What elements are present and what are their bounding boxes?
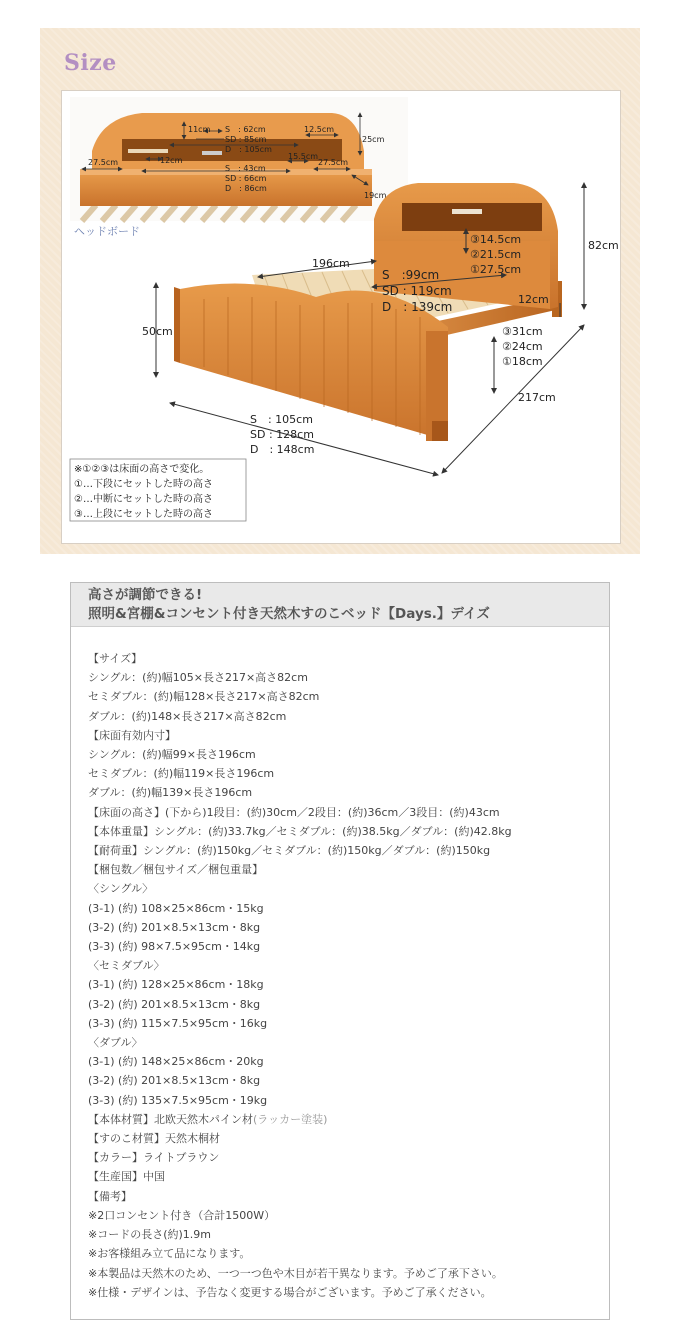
bed-diagram-svg bbox=[62, 91, 620, 543]
total-height-label: 82cm bbox=[588, 239, 619, 252]
floor-height-2: ②24cm bbox=[502, 340, 543, 353]
spec-line: ダブル：(約)148×長さ217×高さ82cm bbox=[88, 709, 287, 723]
spec-line: (3-2) (約) 201×8.5×13cm・8kg bbox=[88, 920, 261, 934]
spec-header bbox=[71, 583, 609, 627]
mattress-length-label: 196cm bbox=[312, 257, 350, 270]
inset-dim-27-5-right: 27.5cm bbox=[318, 158, 349, 167]
inset-upper-shelf-d: D : 105cm bbox=[225, 145, 272, 154]
spec-line: ※お客様組み立て品になります。 bbox=[88, 1247, 251, 1261]
spec-line: 【生産国】中国 bbox=[88, 1170, 165, 1184]
spec-line: (3-2) (約) 201×8.5×13cm・8kg bbox=[88, 997, 261, 1011]
note-line-1: ※①②③は床面の高さで変化。 bbox=[74, 464, 210, 475]
total-width-s: S : 105cm bbox=[250, 413, 313, 426]
spec-line: ダブル：(約)幅139×長さ196cm bbox=[88, 786, 253, 800]
floor-height-3: ③31cm bbox=[502, 325, 543, 338]
spec-line: 【すのこ材質】天然木桐材 bbox=[88, 1132, 220, 1146]
floor-height-1: ①18cm bbox=[502, 355, 543, 368]
headboard-inset bbox=[70, 97, 408, 238]
spec-line: 〈ダブル〉 bbox=[88, 1036, 143, 1050]
spec-line: 【床面有効内寸】 bbox=[88, 728, 176, 742]
spec-line: (3-1) (約) 108×25×86cm・15kg bbox=[88, 901, 264, 915]
mattress-width-s: S :99cm bbox=[382, 268, 440, 282]
inset-caption: ヘッドボード bbox=[74, 225, 140, 238]
spec-line: 【本体重量】シングル：(約)33.7kg／セミダブル：(約)38.5kg／ダブル：(約)42.8kg bbox=[88, 824, 512, 838]
spec-line: セミダブル：(約)幅119×長さ196cm bbox=[88, 767, 275, 781]
inset-dim-11: 11cm bbox=[188, 125, 211, 134]
inset-dim-15-5: 15.5cm bbox=[288, 152, 319, 161]
note-line-3: ②…中断にセットした時の高さ bbox=[74, 494, 213, 505]
inset-lower-shelf-d: D : 86cm bbox=[225, 184, 267, 193]
inset-dim-25: 25cm bbox=[362, 135, 385, 144]
inset-dim-12-5: 12.5cm bbox=[304, 125, 335, 134]
mattress-width-d: D : 139cm bbox=[382, 300, 453, 314]
spec-line: 【耐荷重】シングル：(約)150kg／セミダブル：(約)150kg／ダブル：(約)150kg bbox=[88, 844, 491, 858]
inset-upper-shelf-sd: SD : 85cm bbox=[225, 135, 267, 144]
spec-line: シングル：(約)幅105×長さ217×高さ82cm bbox=[88, 671, 308, 685]
inset-dim-27-5-left: 27.5cm bbox=[88, 158, 119, 167]
spec-line: (3-3) (約) 135×7.5×95cm・19kg bbox=[88, 1093, 268, 1107]
total-length-label: 217cm bbox=[518, 391, 556, 404]
headboard-height-3: ③14.5cm bbox=[470, 233, 522, 246]
spec-line: (3-1) (約) 128×25×86cm・18kg bbox=[88, 978, 264, 992]
spec-line: ※コードの長さ(約)1.9m bbox=[88, 1228, 212, 1242]
size-title: Size bbox=[64, 50, 117, 76]
inset-dim-12: 12cm bbox=[160, 156, 183, 165]
spec-line: 【カラー】ライトブラウン bbox=[88, 1151, 220, 1165]
spec-line: 【梱包数／梱包サイズ／梱包重量】 bbox=[88, 863, 264, 877]
spec-line: ※仕様・デザインは、予告なく変更する場合がございます。予めご了承ください。 bbox=[88, 1285, 492, 1299]
spec-line: ※2口コンセント付き（合計1500W） bbox=[88, 1208, 276, 1222]
spec-line: 【備考】 bbox=[88, 1189, 132, 1203]
bed-dimension-diagram bbox=[61, 90, 621, 544]
inset-upper-shelf-s: S : 62cm bbox=[225, 125, 266, 134]
height-note-box bbox=[70, 459, 246, 521]
spec-line-material bbox=[88, 1110, 609, 1129]
inset-lower-shelf-sd: SD : 66cm bbox=[225, 174, 267, 183]
footboard-height-label: 50cm bbox=[142, 325, 173, 338]
inset-dim-19: 19cm bbox=[364, 191, 387, 200]
inset-lower-shelf-s: S : 43cm bbox=[225, 164, 266, 173]
material-note: (ラッカー塗装) bbox=[253, 1112, 328, 1126]
size-panel bbox=[40, 28, 640, 554]
spec-line: 〈シングル〉 bbox=[88, 882, 154, 896]
total-width-sd: SD : 128cm bbox=[250, 428, 314, 441]
note-line-4: ③…上段にセットした時の高さ bbox=[74, 509, 213, 520]
spec-line: 〈セミダブル〉 bbox=[88, 959, 165, 973]
spec-box bbox=[70, 582, 610, 1320]
bed-illustration bbox=[174, 183, 562, 441]
total-width-d: D : 148cm bbox=[250, 443, 315, 456]
spec-line: (3-1) (約) 148×25×86cm・20kg bbox=[88, 1055, 264, 1069]
spec-line: シングル：(約)幅99×長さ196cm bbox=[88, 748, 256, 762]
spec-line: 【床面の高さ】(下から)1段目：(約)30cm／2段目：(約)36cm／3段目：(約)43cm bbox=[88, 805, 500, 819]
spec-lines bbox=[71, 627, 609, 1302]
spec-line: (3-3) (約) 115×7.5×95cm・16kg bbox=[88, 1016, 268, 1030]
spec-line: 【サイズ】 bbox=[88, 652, 143, 665]
spec-header-line-2: 照明&宮棚&コンセント付き天然木すのこベッド【Days.】デイズ bbox=[88, 606, 490, 622]
material-text: 【本体材質】北欧天然木パイン材 bbox=[88, 1112, 253, 1126]
gap-12-label: 12cm bbox=[518, 293, 549, 306]
spec-line: セミダブル：(約)幅128×長さ217×高さ82cm bbox=[88, 690, 320, 704]
spec-line: ※本製品は天然木のため、一つ一つ色や木目が若干異なります。予めご了承下さい。 bbox=[88, 1266, 503, 1280]
headboard-height-1: ①27.5cm bbox=[470, 263, 522, 276]
headboard-height-2: ②21.5cm bbox=[470, 248, 522, 261]
note-line-2: ①…下段にセットした時の高さ bbox=[74, 479, 213, 490]
spec-line: (3-3) (約) 98×7.5×95cm・14kg bbox=[88, 940, 261, 954]
mattress-width-sd: SD : 119cm bbox=[382, 284, 452, 298]
spec-header-line-1: 高さが調節できる! bbox=[88, 587, 203, 603]
spec-line: (3-2) (約) 201×8.5×13cm・8kg bbox=[88, 1074, 261, 1088]
